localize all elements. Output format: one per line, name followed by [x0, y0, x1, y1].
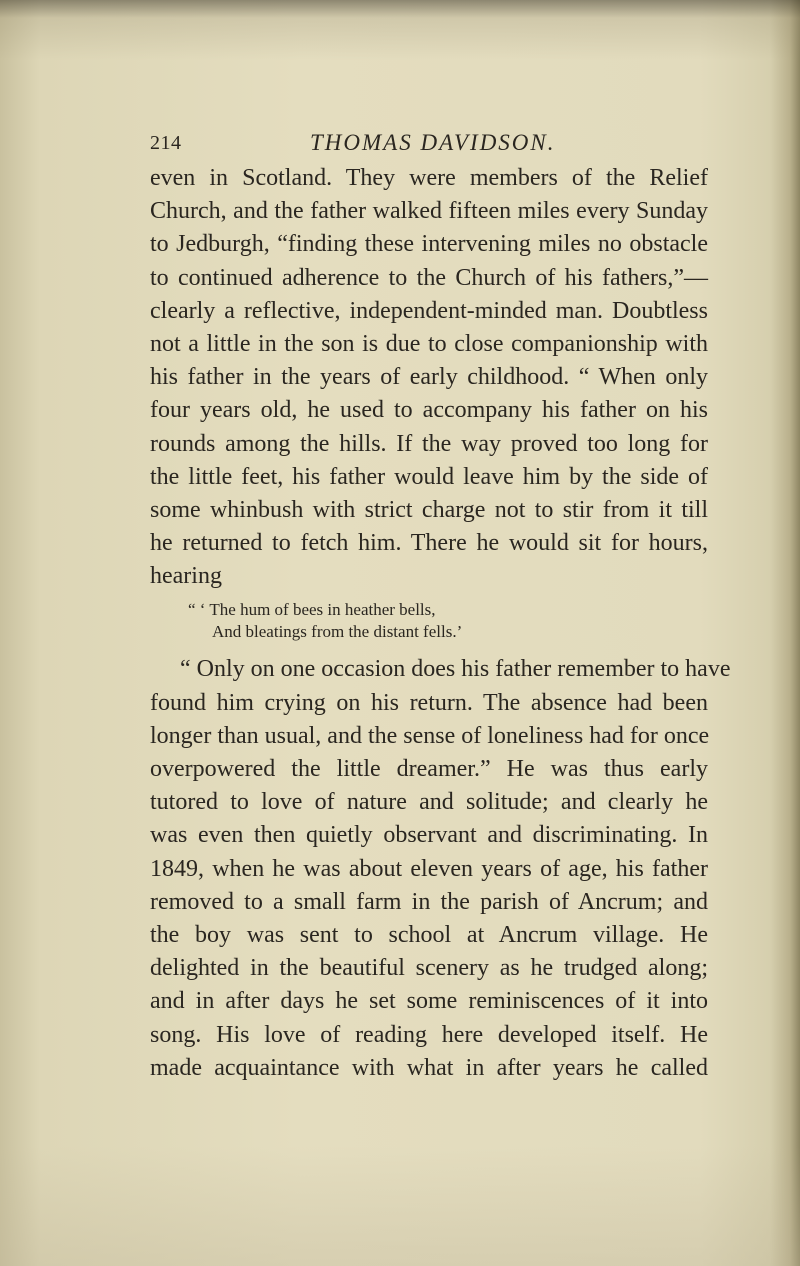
text-line: 1849, when he was about eleven years of age, his father — [150, 855, 708, 882]
text-line: not a little in the son is due to close companionship with — [150, 330, 708, 357]
text-line: rounds among the hills. If the way proved too long for — [150, 430, 708, 457]
text-line: the little feet, his father would leave him by the side of — [150, 463, 708, 490]
text-line: removed to a small farm in the parish of Ancrum; and — [150, 888, 708, 915]
text-line: hearing — [150, 563, 222, 590]
text-line: longer than usual, and the sense of loneliness had for once — [150, 722, 710, 749]
text-line: made acquaintance with what in after years he called — [150, 1054, 708, 1081]
text-line: even in Scotland. They were members of the Relief — [150, 165, 708, 191]
text-line: tutored to love of nature and solitude; and clearly he — [150, 789, 708, 816]
text-line: overpowered the little dreamer.” He was thus early — [150, 756, 708, 782]
text-line: the boy was sent to school at Ancrum village. He — [150, 921, 708, 948]
running-head: THOMAS DAVIDSON. — [310, 130, 556, 155]
text-line: delighted in the beautiful scenery as he trudged along; — [150, 955, 708, 982]
text-line: he returned to fetch him. There he would sit for hours, — [150, 530, 708, 557]
text-line: his father in the years of early childhood. “ When only — [150, 364, 708, 391]
body-text — [150, 162, 731, 1085]
text-line: found him crying on his return. The absence had been — [150, 689, 708, 716]
paragraph-2 — [150, 653, 731, 1084]
page-header — [0, 118, 800, 158]
text-line: four years old, he used to accompany his father on his — [150, 397, 708, 424]
text-line: clearly a reflective, independent-minded man. Doubtless — [150, 297, 708, 324]
text-line: to Jedburgh, “finding these intervening miles no obstacle — [150, 231, 708, 258]
text-line: to continued adherence to the Church of his fathers,”— — [150, 264, 708, 291]
page-number: 214 — [150, 132, 182, 154]
paragraph-1 — [150, 162, 708, 593]
text-line: song. His love of reading here developed itself. He — [150, 1021, 708, 1048]
text-line: Church, and the father walked fifteen miles every Sunday — [150, 198, 708, 225]
text-line: some whinbush with strict charge not to stir from it till — [150, 496, 708, 523]
verse-line: And bleatings from the distant fells.’ — [212, 622, 463, 642]
text-line: and in after days he set some reminiscences of it into — [150, 988, 708, 1015]
text-line: “ Only on one occasion does his father remember to have — [180, 656, 731, 683]
text-line: was even then quietly observant and discriminating. In — [150, 822, 708, 849]
verse-quotation — [150, 599, 708, 643]
verse-line: “ ‘ The hum of bees in heather bells, — [188, 600, 436, 620]
